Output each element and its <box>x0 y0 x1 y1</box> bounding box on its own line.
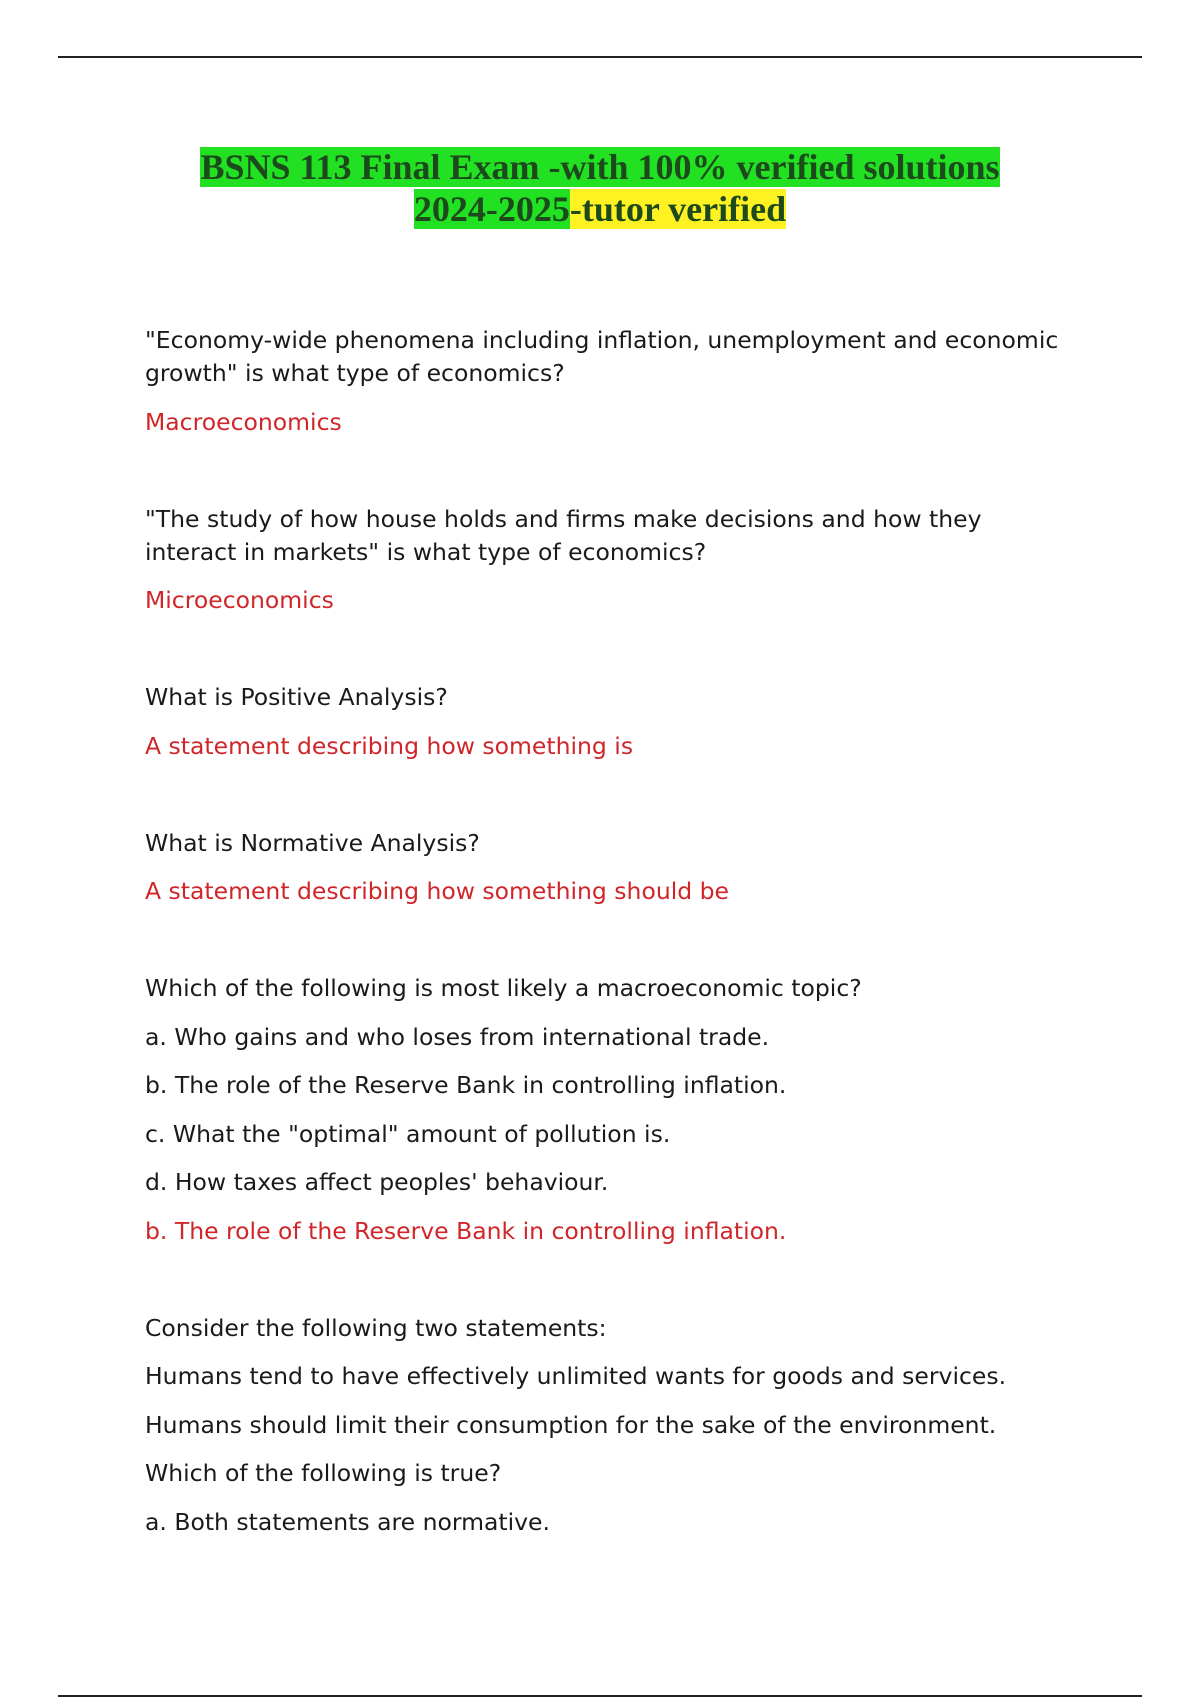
footer-rule <box>58 1695 1142 1697</box>
question-block-5 <box>145 972 1065 1248</box>
question-block-3 <box>145 681 1065 763</box>
answer-text: Microeconomics <box>145 586 334 614</box>
title-year: 2024-2025 <box>413 189 570 229</box>
answer-text: Macroeconomics <box>145 407 342 436</box>
question-text: "The study of how house holds and firms make decisions and how they interact in markets" is what type of economics? <box>145 504 982 566</box>
title-tutor-verified: -tutor verified <box>569 189 787 229</box>
option-c: c. What the "optimal" amount of pollution is. <box>145 1119 671 1148</box>
question-block-1 <box>145 324 1065 439</box>
question-block-2 <box>145 503 1065 618</box>
question-text: What is Positive Analysis? <box>145 683 448 711</box>
option-a: a. Both statements are normative. <box>145 1507 550 1536</box>
answer-text: A statement describing how something should be <box>145 877 730 905</box>
question-text: What is Normative Analysis? <box>145 828 480 857</box>
question-text: Which of the following is most likely a macroeconomic topic? <box>145 974 862 1002</box>
statement-2: Humans should limit their consumption for the sake of the environment. <box>145 1410 997 1439</box>
question-block-4 <box>145 827 1065 909</box>
question-list <box>145 324 1065 1603</box>
question-text: Consider the following two statements: <box>145 1313 607 1342</box>
answer-text: A statement describing how something is <box>145 731 634 760</box>
question-block-6 <box>145 1312 1065 1539</box>
option-b: b. The role of the Reserve Bank in controlling inflation. <box>145 1071 787 1099</box>
question-text: "Economy-wide phenomena including inflation, unemployment and economic growth" is what type of economics? <box>145 326 1059 387</box>
option-a: a. Who gains and who loses from international trade. <box>145 1022 770 1051</box>
follow-up-question: Which of the following is true? <box>145 1459 502 1487</box>
statement-1: Humans tend to have effectively unlimited wants for goods and services. <box>145 1362 1007 1390</box>
header-rule <box>58 56 1142 58</box>
document-title <box>0 146 1200 230</box>
option-d: d. How taxes affect peoples' behaviour. <box>145 1168 609 1196</box>
answer-text: b. The role of the Reserve Bank in controlling inflation. <box>145 1216 787 1245</box>
title-line-1: BSNS 113 Final Exam -with 100% verified solutions <box>200 147 1000 187</box>
